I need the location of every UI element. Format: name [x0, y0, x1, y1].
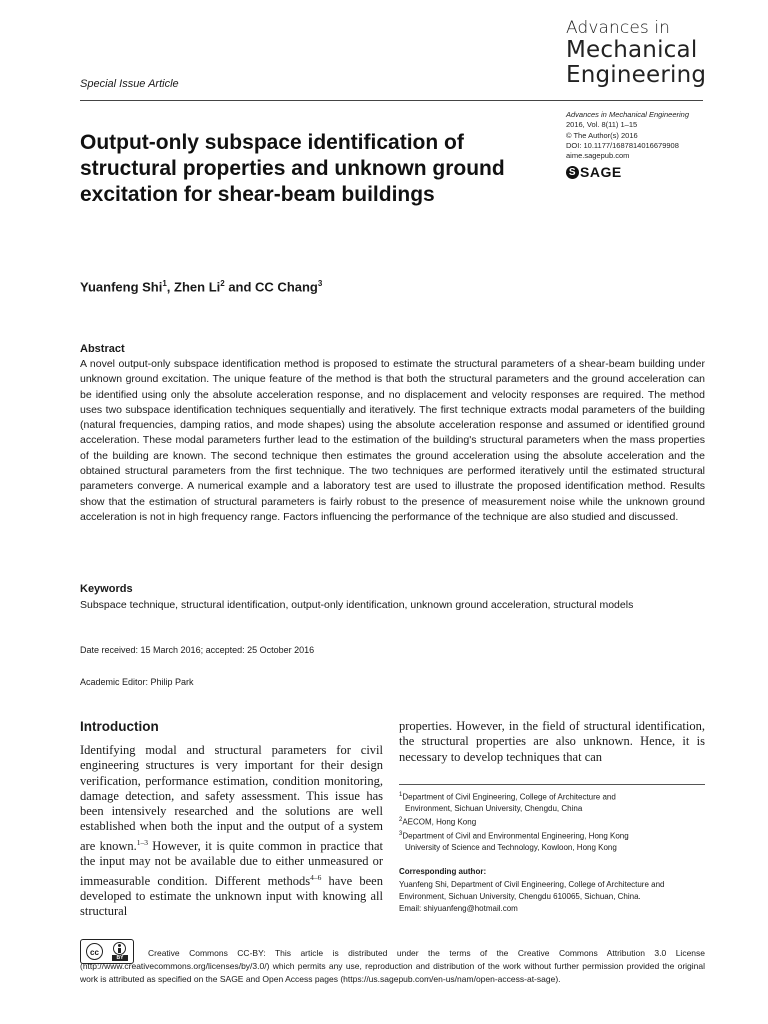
affiliation-text: Department of Civil and Environmental Engineering, Hong Kong: [402, 831, 629, 841]
corresponding-author-details: [399, 879, 705, 914]
intro-text: However, it is quite common in practice that the input may not be available due to either unmeasured or immeasurable condition. Different methods: [80, 838, 383, 888]
keywords-text: Subspace technique, structural identification, output-only identification, unknown ground acceleration, structural models: [80, 599, 634, 611]
introduction-heading: Introduction: [80, 719, 159, 734]
date-received: Date received: 15 March 2016; accepted: 25 October 2016: [80, 645, 315, 655]
intro-text: Identifying modal and structural parameters for civil engineering structures is very important for their design verification, performance estimation, condition monitoring, damage detection, and safety assessment. This issue has been intensively researched and the solutions are well established when both the input and the output of a system are known.: [80, 743, 383, 853]
article-type-label: Special Issue Article: [80, 78, 179, 90]
corresponding-author-email[interactable]: Email: shiyuanfeng@hotmail.com: [399, 903, 518, 913]
meta-copyright: © The Author(s) 2016: [566, 130, 638, 140]
author-separator: and: [224, 279, 256, 295]
article-title: Output-only subspace identification of structural properties and unknown ground excitation for shear-beam buildings: [80, 131, 505, 206]
license-text: Creative Commons CC-BY: This article is distributed under the terms of the Creative Commons Attribution 3.0 License (http://www.creativecommons.org/licenses/by/3.0/) which permits any use, reproduction and distribution of the work without further permission provided the original work is attributed as specified on the SAGE and Open Access pages (https://us.sagepub.com/en-us/nam/open-access-at-sage).: [80, 948, 705, 985]
footnote-divider: [399, 784, 705, 785]
author-name[interactable]: Yuanfeng Shi: [80, 279, 163, 295]
affiliation-line: [399, 829, 705, 842]
journal-name-line2: Mechanical: [566, 37, 698, 63]
author-name[interactable]: CC Chang: [255, 279, 318, 295]
affiliation-sup: 3: [399, 830, 403, 837]
affiliation-sup: 2: [399, 817, 403, 824]
author-name[interactable]: Zhen Li: [174, 279, 221, 295]
citation-ref[interactable]: 1–3: [136, 837, 148, 847]
author-separator: ,: [166, 279, 175, 295]
journal-name-line3: Engineering: [566, 62, 707, 88]
affiliation-text: University of Science and Technology, Kowloon, Hong Kong: [405, 843, 617, 853]
affiliation-line: [399, 790, 705, 803]
keywords-heading: Keywords: [80, 583, 133, 595]
affiliations: [399, 790, 705, 854]
introduction-column-2: properties. However, in the field of structural identification, the structural properties are also unknown. Hence, it is necessary to develop techniques that can: [399, 719, 705, 764]
affiliation-text: AECOM, Hong Kong: [402, 817, 477, 827]
academic-editor: Academic Editor: Philip Park: [80, 677, 194, 687]
meta-volume: 2016, Vol. 8(11) 1–15: [566, 120, 638, 130]
journal-meta: [566, 110, 689, 161]
meta-site[interactable]: aime.sagepub.com: [566, 151, 630, 161]
publisher-name: SAGE: [580, 164, 622, 180]
by-label: BY: [112, 955, 128, 961]
abstract-text: A novel output-only subspace identification method is proposed to estimate the structural parameters of a shear-beam building under unknown ground excitation. The unique feature of the method is that both the structural parameters and the ground acceleration can be identified using only the absolute acceleration response, and no displacement and velocity responses are required. The method uses two subspace identification techniques sequentially and iteratively. The first technique extracts modal parameters of the building (natural frequencies, damping ratios, and mode shapes) using the absolute acceleration response and assumed or identified ground acceleration. These modal parameters further lead to the estimation of the building's structural parameters when the mass properties of the building are known. The second technique then estimates the ground acceleration using the absolute acceleration and the obtained structural parameters from the first technique. The two techniques are performed iteratively until the estimated structural parameters converge. A numerical example and a laboratory test are used to illustrate the proposed identification method. Results show that the estimation of structural parameters is fairly robust to the presence of measurement noise while the unknown ground acceleration is not in high frequency range. Factors influencing the performance of the technique are also studied and discussed.: [80, 358, 705, 523]
corresponding-author-heading: Corresponding author:: [399, 867, 487, 876]
abstract-heading: Abstract: [80, 343, 125, 355]
affiliation-sup: 1: [399, 792, 403, 798]
sage-s-icon: S: [566, 166, 579, 179]
author-affil-sup: 3: [317, 279, 323, 288]
intro-text: have been developed to estimate the unknown input with knowing all structural: [80, 873, 383, 919]
publisher-logo: [566, 164, 622, 180]
introduction-column-1: [80, 743, 383, 920]
citation-ref[interactable]: 4–6: [310, 872, 322, 882]
author-affil-sup: 2: [220, 279, 225, 288]
corresponding-author-address: Yuanfeng Shi, Department of Civil Engineering, College of Architecture and Environment, Sichuan University, Chengdu 610065, Sichuan, China.: [399, 880, 665, 901]
author-list: [80, 279, 322, 294]
affiliation-line: [399, 815, 705, 828]
meta-doi[interactable]: DOI: 10.1177/1687814016679908: [566, 140, 679, 150]
cc-icon: cc: [86, 943, 103, 960]
affiliation-text: Environment, Sichuan University, Chengdu, China: [405, 804, 583, 814]
journal-logo: [566, 20, 706, 87]
author-affil-sup: 1: [162, 279, 167, 288]
journal-name-line1: Advances in: [566, 18, 671, 38]
affiliation-text: Department of Civil Engineering, College of Architecture and: [402, 792, 616, 802]
header-divider: [80, 100, 703, 101]
meta-journal: Advances in Mechanical Engineering: [566, 110, 689, 119]
